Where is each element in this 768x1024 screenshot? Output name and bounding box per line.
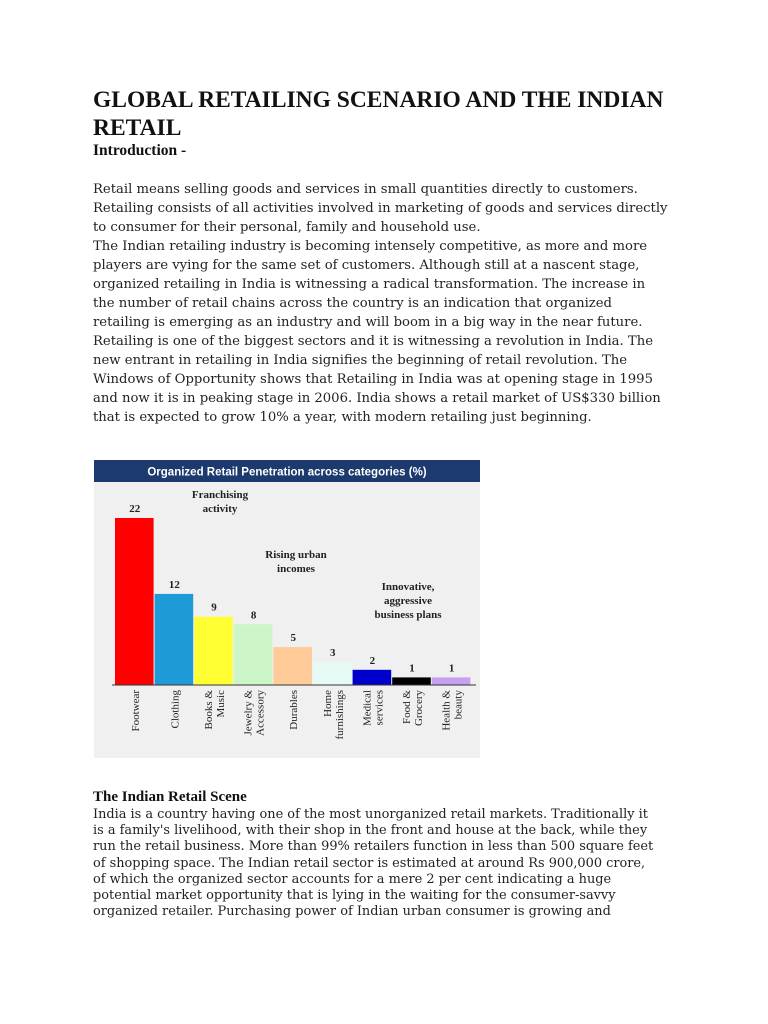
data-label: 5 [290, 632, 296, 645]
data-label: 22 [129, 503, 141, 515]
text-line: Windows of Opportunity shows that Retailing in India was at opening stage in 1995 [93, 372, 653, 387]
chart-svg [94, 460, 480, 758]
chart-title: Organized Retail Penetration across categories (%) [147, 466, 427, 479]
annotation-text: Franchising activity [191, 489, 249, 515]
data-label: 12 [168, 578, 180, 591]
text-line: players are vying for the same set of customers. Although still at a nascent stage, [93, 258, 640, 273]
intro-heading: Introduction - [93, 142, 187, 159]
data-label: 1 [409, 662, 415, 675]
tick-label: Jewelry &Accessory [242, 690, 267, 736]
data-label: 3 [330, 647, 336, 660]
tick-label: Clothing [169, 690, 182, 729]
text-line: of shopping space. The Indian retail sector is estimated at around Rs 900,000 crore, [93, 855, 646, 871]
bar-durables [273, 647, 312, 685]
text-line: is a family's livelihood, with their shop in the front and house at the back, while they [93, 823, 648, 839]
text-line: of which the organized sector accounts for a mere 2 per cent indicating a huge [93, 871, 612, 887]
text-line: the number of retail chains across the country is an indication that organized [93, 296, 612, 311]
bar-jewelry-accessory [234, 624, 273, 685]
text-line: Retail means selling goods and services in small quantities directly to customers. [93, 182, 638, 197]
bar-footwear [115, 518, 154, 685]
data-label: 1 [448, 662, 455, 675]
tick-label: Homefurnishings [321, 690, 346, 740]
annotation-innovative [375, 581, 443, 621]
text-line: to consumer for their personal, family and household use. [93, 220, 481, 235]
bar-clothing [155, 594, 194, 685]
text-line: organized retailer. Purchasing power of Indian urban consumer is growing and [93, 904, 611, 920]
text-line: that is expected to grow 10% a year, with modern retailing just beginning. [93, 410, 592, 425]
bar-books-music [194, 617, 233, 685]
section-heading: The Indian Retail Scene [93, 789, 247, 805]
intro-paragraph [93, 180, 678, 427]
tick-label: Health &beauty [440, 690, 465, 731]
text-line: new entrant in retailing in India signifies the beginning of retail revolution. The [93, 353, 628, 368]
text-line: The Indian retailing industry is becoming intensely competitive, as more and more [93, 239, 648, 254]
data-label: 9 [211, 601, 217, 614]
text-line: potential market opportunity that is lying in the waiting for the consumer-savvy [93, 888, 616, 904]
data-label: 8 [250, 609, 257, 622]
bar-medical-services [353, 670, 392, 685]
text-line: and now it is in peaking stage in 2006. India shows a retail market of US$330 billion [93, 391, 661, 406]
bar-health-beauty [432, 677, 471, 685]
text-line: run the retail business. More than 99% retailers function in less than 500 square feet [93, 839, 654, 855]
tick-label: Medicalservices [361, 690, 386, 727]
text-line: organized retailing in India is witnessing a radical transformation. The increase in [93, 277, 646, 292]
annotation-text: Innovative, aggressive business plans [374, 581, 442, 621]
bar-home-furnishings [313, 662, 352, 685]
page-title: GLOBAL RETAILING SCENARIO AND THE INDIAN RETAIL [93, 87, 664, 141]
retail-penetration-chart [94, 460, 480, 758]
bar-food-grocery [392, 677, 431, 685]
text-line: retailing is emerging as an industry and will boom in a big way in the near future. [93, 315, 643, 330]
tick-label: Books &Music [203, 690, 227, 730]
retail-scene-paragraph [93, 807, 678, 920]
tick-label: Footwear [129, 690, 142, 732]
text-line: Retailing consists of all activities involved in marketing of goods and services directly [93, 201, 668, 216]
tick-label: Durables [288, 690, 301, 730]
text-line: India is a country having one of the most unorganized retail markets. Traditionally it [93, 807, 648, 822]
text-line: Retailing is one of the biggest sectors and it is witnessing a revolution in India. The [93, 334, 654, 349]
annotation-text: Rising urban incomes [265, 549, 327, 575]
tick-label: Food &Grocery [401, 690, 425, 727]
data-label: 2 [369, 654, 376, 667]
